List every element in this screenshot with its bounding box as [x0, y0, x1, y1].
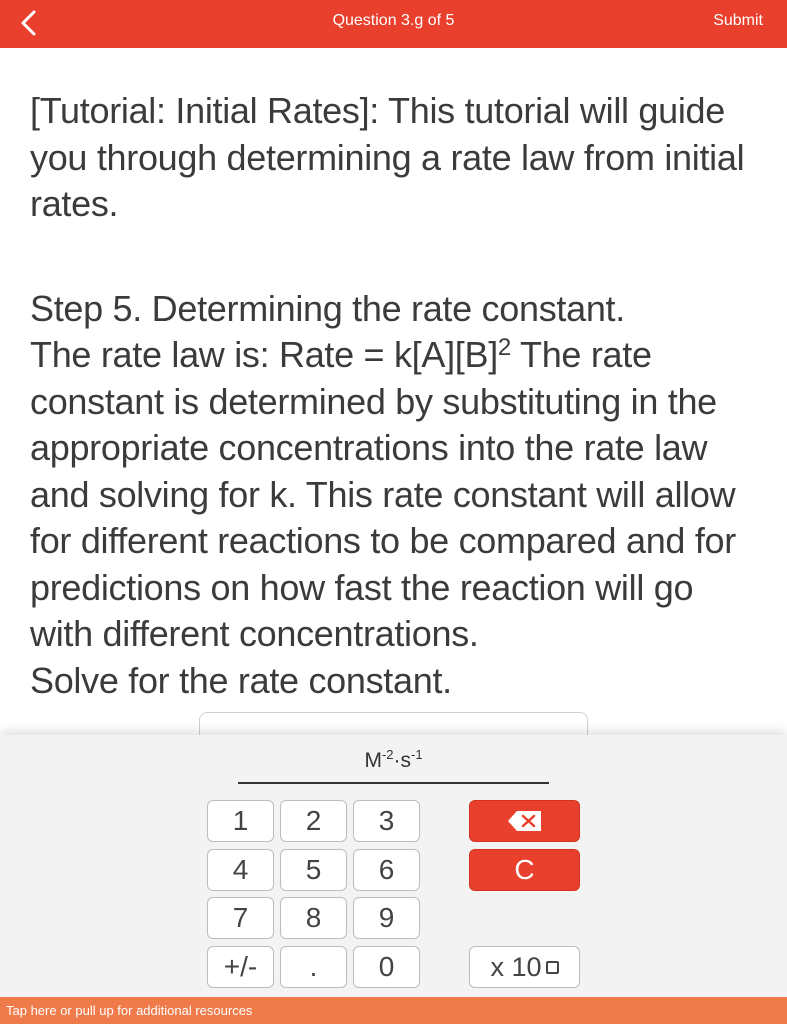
key-5[interactable]: 5 — [280, 849, 347, 891]
times-ten-label: x 10 — [490, 951, 542, 982]
units-dot: · — [393, 749, 401, 772]
key-0[interactable]: 0 — [353, 946, 420, 988]
exponent-box-icon — [546, 961, 559, 974]
rate-law-explanation: The rate constant is determined by substituting in the appropriate concentrations into the rate law and solving for k. This rate constant will allow for different reactions to be compared and for predictions on how fast the reaction will go with different concentrations. — [30, 334, 736, 654]
key-decimal[interactable]: . — [280, 946, 347, 988]
key-4[interactable]: 4 — [207, 849, 274, 891]
entry-line — [238, 782, 549, 784]
top-bar — [0, 0, 787, 48]
units-exp-m: -2 — [381, 747, 394, 762]
key-2[interactable]: 2 — [280, 800, 347, 842]
backspace-button[interactable] — [469, 800, 580, 842]
submit-button[interactable]: Submit — [713, 12, 763, 29]
units-base-m: M — [364, 749, 382, 772]
rate-law-prefix: The rate law is: Rate = k[A][B] — [30, 334, 498, 375]
step-title: Step 5. Determining the rate constant. — [30, 287, 625, 329]
key-6[interactable]: 6 — [353, 849, 420, 891]
instruction: Solve for the rate constant. — [30, 659, 452, 701]
question-content — [30, 88, 765, 704]
numeric-keypad — [0, 735, 787, 997]
key-7[interactable]: 7 — [207, 897, 274, 939]
question-title: Question 3.g of 5 — [332, 12, 455, 29]
key-1[interactable]: 1 — [207, 800, 274, 842]
key-3[interactable]: 3 — [353, 800, 420, 842]
key-plus-minus[interactable]: +/- — [207, 946, 274, 988]
backspace-icon — [507, 810, 543, 832]
key-9[interactable]: 9 — [353, 897, 420, 939]
step-text — [30, 286, 765, 705]
units-label — [0, 749, 787, 773]
tutorial-intro: [Tutorial: Initial Rates]: This tutorial will guide you through determining a rate law from initial rates. — [30, 90, 745, 224]
rate-law-exponent: 2 — [497, 334, 511, 361]
key-8[interactable]: 8 — [280, 897, 347, 939]
units-exp-s: -1 — [411, 747, 423, 762]
units-base-s: s — [400, 749, 411, 772]
times-ten-button[interactable] — [469, 946, 580, 988]
resources-footer[interactable]: Tap here or pull up for additional resources — [0, 997, 787, 1024]
clear-button[interactable]: C — [469, 849, 580, 891]
